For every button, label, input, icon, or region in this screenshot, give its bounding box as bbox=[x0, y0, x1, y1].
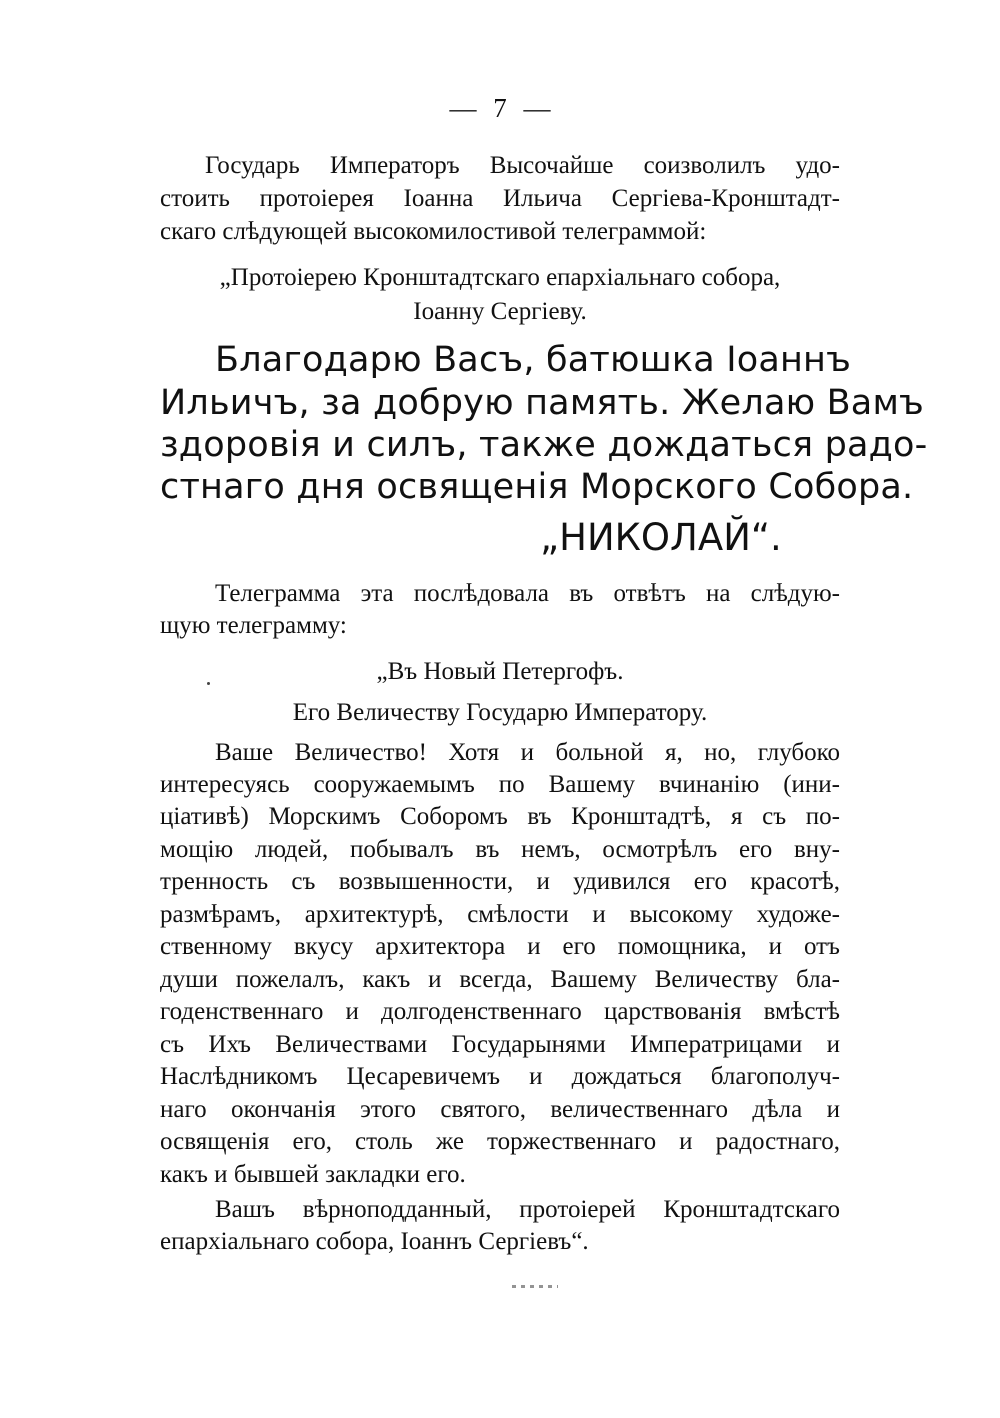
reply-body-line-3: ціативѣ) Морскимъ Соборомъ въ Кронштадтѣ, я съ по- bbox=[160, 803, 840, 830]
reply-body-line-2: интересуясь сооружаемымъ по Вашему вчинанію (ини- bbox=[160, 771, 840, 798]
reply-signature-line-1: Вашъ вѣрноподданный, протоіерей Кронштадтскаго bbox=[215, 1196, 840, 1223]
reply-body-line-8: души пожелалъ, какъ и всегда, Вашему Величеству бла- bbox=[160, 966, 840, 993]
reply-body-line-14: какъ и бывшей закладки его. bbox=[160, 1161, 466, 1188]
reply-body-line-7: ственному вкусу архитектора и его помощника, и отъ bbox=[160, 933, 840, 960]
reply-body-line-6: размѣрамъ, архитектурѣ, смѣлости и высокому художе- bbox=[160, 901, 840, 928]
reply-body-line-12: наго окончанія этого святого, величественнаго дѣла и bbox=[160, 1096, 840, 1123]
imperial-signature: „НИКОЛАЙ“. bbox=[540, 516, 782, 559]
reply-address-line-1: „Въ Новый Петергофъ. bbox=[376, 658, 624, 685]
scan-smudge bbox=[512, 1285, 558, 1288]
reply-body-line-1: Ваше Величество! Хотя и больной я, но, глубоко bbox=[215, 739, 840, 766]
imperial-message-line-3: здоровія и силъ, также дождаться радо- bbox=[160, 425, 928, 465]
imperial-message-line-1: Благодарю Васъ, батюшка Іоаннъ bbox=[215, 340, 852, 380]
page-number: — 7 — bbox=[449, 93, 551, 123]
reply-intro-line-1: Телеграмма эта послѣдовала въ отвѣтъ на слѣдую- bbox=[215, 580, 840, 607]
reply-body-line-11: Наслѣдникомъ Цесаревичемъ и дождаться благополуч- bbox=[160, 1063, 840, 1090]
scan-speck bbox=[207, 682, 210, 685]
reply-signature-line-2: епархіальнаго собора, Іоаннъ Сергіевъ“. bbox=[160, 1228, 589, 1255]
reply-intro-line-2: щую телеграмму: bbox=[160, 612, 347, 639]
intro-line-1: Государь Императоръ Высочайше соизволилъ удо- bbox=[205, 152, 840, 179]
reply-body-line-5: тренность съ возвышенности, и удивился его красотѣ, bbox=[160, 868, 840, 895]
intro-line-3: скаго слѣдующей высокомилостивой телеграммой: bbox=[160, 218, 707, 245]
telegram-address-line-1: „Протоіерею Кронштадтскаго епархіальнаго собора, bbox=[219, 264, 781, 291]
intro-line-2: стоить протоіерея Іоанна Ильича Сергіева-Кронштадт- bbox=[160, 185, 840, 212]
reply-body-line-9: годенственнаго и долгоденственнаго царствованія вмѣстѣ bbox=[160, 998, 840, 1025]
reply-address-line-2: Его Величеству Государю Императору. bbox=[292, 699, 708, 726]
imperial-message-line-2: Ильичъ, за добрую память. Желаю Вамъ bbox=[160, 383, 924, 423]
telegram-address-line-2: Іоанну Сергіеву. bbox=[413, 298, 587, 325]
reply-body-line-4: мощію людей, побывалъ въ немъ, осмотрѣлъ его вну- bbox=[160, 836, 840, 863]
reply-body-line-10: съ Ихъ Величествами Государынями Императрицами и bbox=[160, 1031, 840, 1058]
imperial-message-line-4: стнаго дня освященія Морского Собора. bbox=[160, 467, 914, 507]
reply-body-line-13: освященія его, столь же торжественнаго и радостнаго, bbox=[160, 1128, 840, 1155]
